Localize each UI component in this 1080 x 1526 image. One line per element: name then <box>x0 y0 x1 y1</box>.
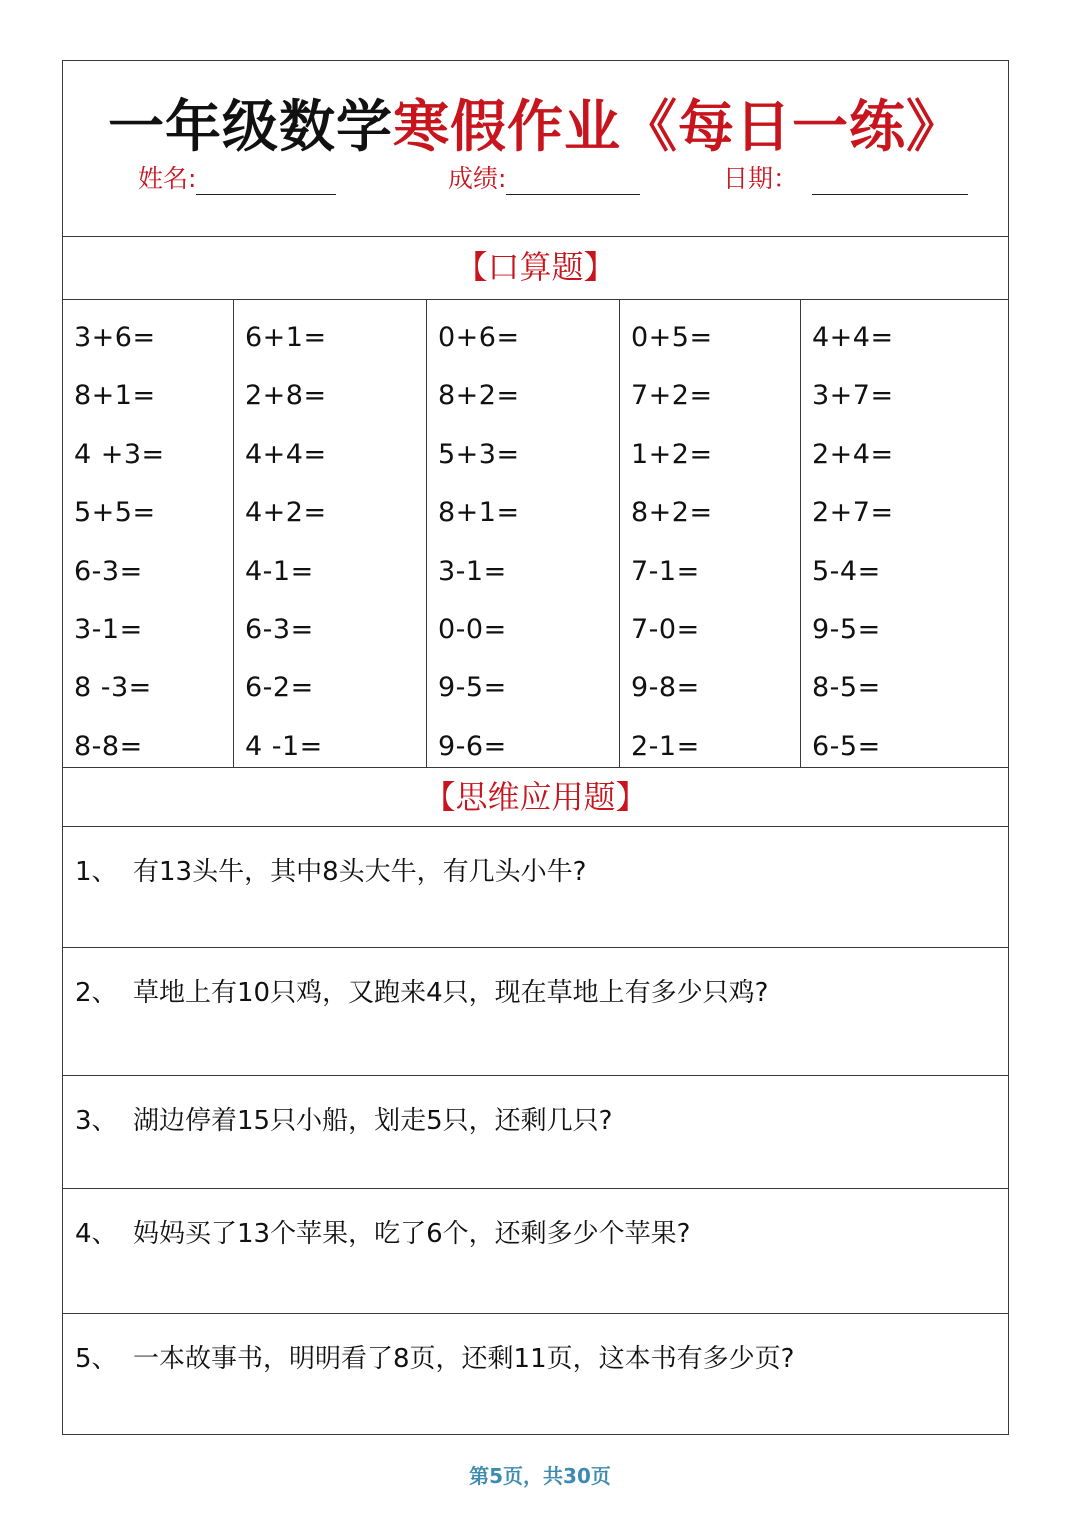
worksheet <box>62 60 1009 1435</box>
oral-problem: 2+4= <box>812 438 894 470</box>
oral-column <box>426 300 619 767</box>
question-row <box>63 1189 1008 1314</box>
oral-problem: 4 +3= <box>74 438 165 470</box>
question-text: 妈妈买了13个苹果，吃了6个，还剩多少个苹果? <box>133 1219 691 1249</box>
oral-problem: 8 -3= <box>74 672 152 704</box>
oral-problem: 8-5= <box>812 672 881 704</box>
oral-problem: 6-2= <box>245 672 314 704</box>
oral-problem: 6-5= <box>812 730 881 762</box>
question-number: 4、 <box>75 1219 118 1249</box>
oral-column <box>63 300 233 767</box>
oral-problem: 7-0= <box>631 614 700 645</box>
oral-problem: 8+2= <box>438 380 520 412</box>
question-number: 2、 <box>75 978 118 1008</box>
question-number: 1、 <box>75 857 118 887</box>
oral-problem: 8+2= <box>631 497 713 529</box>
oral-problem: 4 -1= <box>245 730 323 762</box>
oral-problem: 1+2= <box>631 438 713 470</box>
score-blank[interactable] <box>506 167 640 195</box>
title-homework: 寒假作业《每日一练》 <box>393 95 963 160</box>
date-field[interactable] <box>723 159 968 195</box>
oral-problem: 7-1= <box>631 555 700 587</box>
oral-problem: 2+7= <box>812 497 894 529</box>
date-label: 日期： <box>723 164 799 193</box>
name-label: 姓名: <box>138 164 197 193</box>
oral-problem: 5+5= <box>74 497 156 529</box>
date-blank[interactable] <box>812 167 968 195</box>
oral-problem: 3-1= <box>74 614 143 645</box>
oral-problem: 5+3= <box>438 438 520 470</box>
oral-problem: 4+4= <box>245 438 327 470</box>
question-row <box>63 948 1008 1076</box>
question-number: 3、 <box>75 1106 118 1136</box>
oral-problem: 8+1= <box>438 497 520 529</box>
oral-problem-grid <box>63 300 1008 768</box>
question-text: 一本故事书，明明看了8页，还剩11页，这本书有多少页? <box>133 1344 795 1374</box>
oral-problem: 4-1= <box>245 555 314 587</box>
oral-problem: 2+8= <box>245 380 327 412</box>
name-blank[interactable] <box>196 167 336 195</box>
header <box>63 61 1008 237</box>
question-row <box>63 1314 1008 1436</box>
oral-problem: 3+6= <box>74 322 156 353</box>
name-field[interactable] <box>138 159 336 195</box>
oral-section-heading: 【口算题】 <box>63 237 1008 300</box>
oral-problem: 9-5= <box>812 614 881 645</box>
score-label: 成绩: <box>448 164 507 193</box>
question-text: 有13头牛，其中8头大牛，有几头小牛? <box>133 857 587 887</box>
page-footer: 第5页，共30页 <box>469 1464 611 1488</box>
oral-problem: 5-4= <box>812 555 881 587</box>
oral-problem: 9-5= <box>438 672 507 704</box>
question-row <box>63 827 1008 948</box>
oral-problem: 9-6= <box>438 730 507 762</box>
oral-problem: 0-0= <box>438 614 507 645</box>
oral-column <box>800 300 1010 767</box>
oral-problem: 0+6= <box>438 322 520 353</box>
oral-problem: 6+1= <box>245 322 327 353</box>
oral-problem: 3-1= <box>438 555 507 587</box>
oral-problem: 7+2= <box>631 380 713 412</box>
oral-problem: 9-8= <box>631 672 700 704</box>
oral-problem: 2-1= <box>631 730 700 762</box>
score-field[interactable] <box>448 159 640 195</box>
title-grade: 一年级数学 <box>108 95 393 160</box>
question-text: 湖边停着15只小船，划走5只，还剩几只? <box>133 1106 613 1136</box>
apply-section-heading: 【思维应用题】 <box>63 768 1008 827</box>
oral-problem: 6-3= <box>74 555 143 587</box>
oral-problem: 4+4= <box>812 322 894 353</box>
question-text: 草地上有10只鸡，又跑来4只，现在草地上有多少只鸡? <box>133 978 769 1008</box>
oral-problem: 6-3= <box>245 614 314 645</box>
oral-problem: 8+1= <box>74 380 156 412</box>
question-number: 5、 <box>75 1344 118 1374</box>
oral-problem: 8-8= <box>74 730 143 762</box>
oral-column <box>619 300 800 767</box>
oral-column <box>233 300 426 767</box>
oral-problem: 4+2= <box>245 497 327 529</box>
page-title <box>63 83 1008 163</box>
question-row <box>63 1076 1008 1189</box>
oral-problem: 3+7= <box>812 380 894 412</box>
oral-problem: 0+5= <box>631 322 713 353</box>
